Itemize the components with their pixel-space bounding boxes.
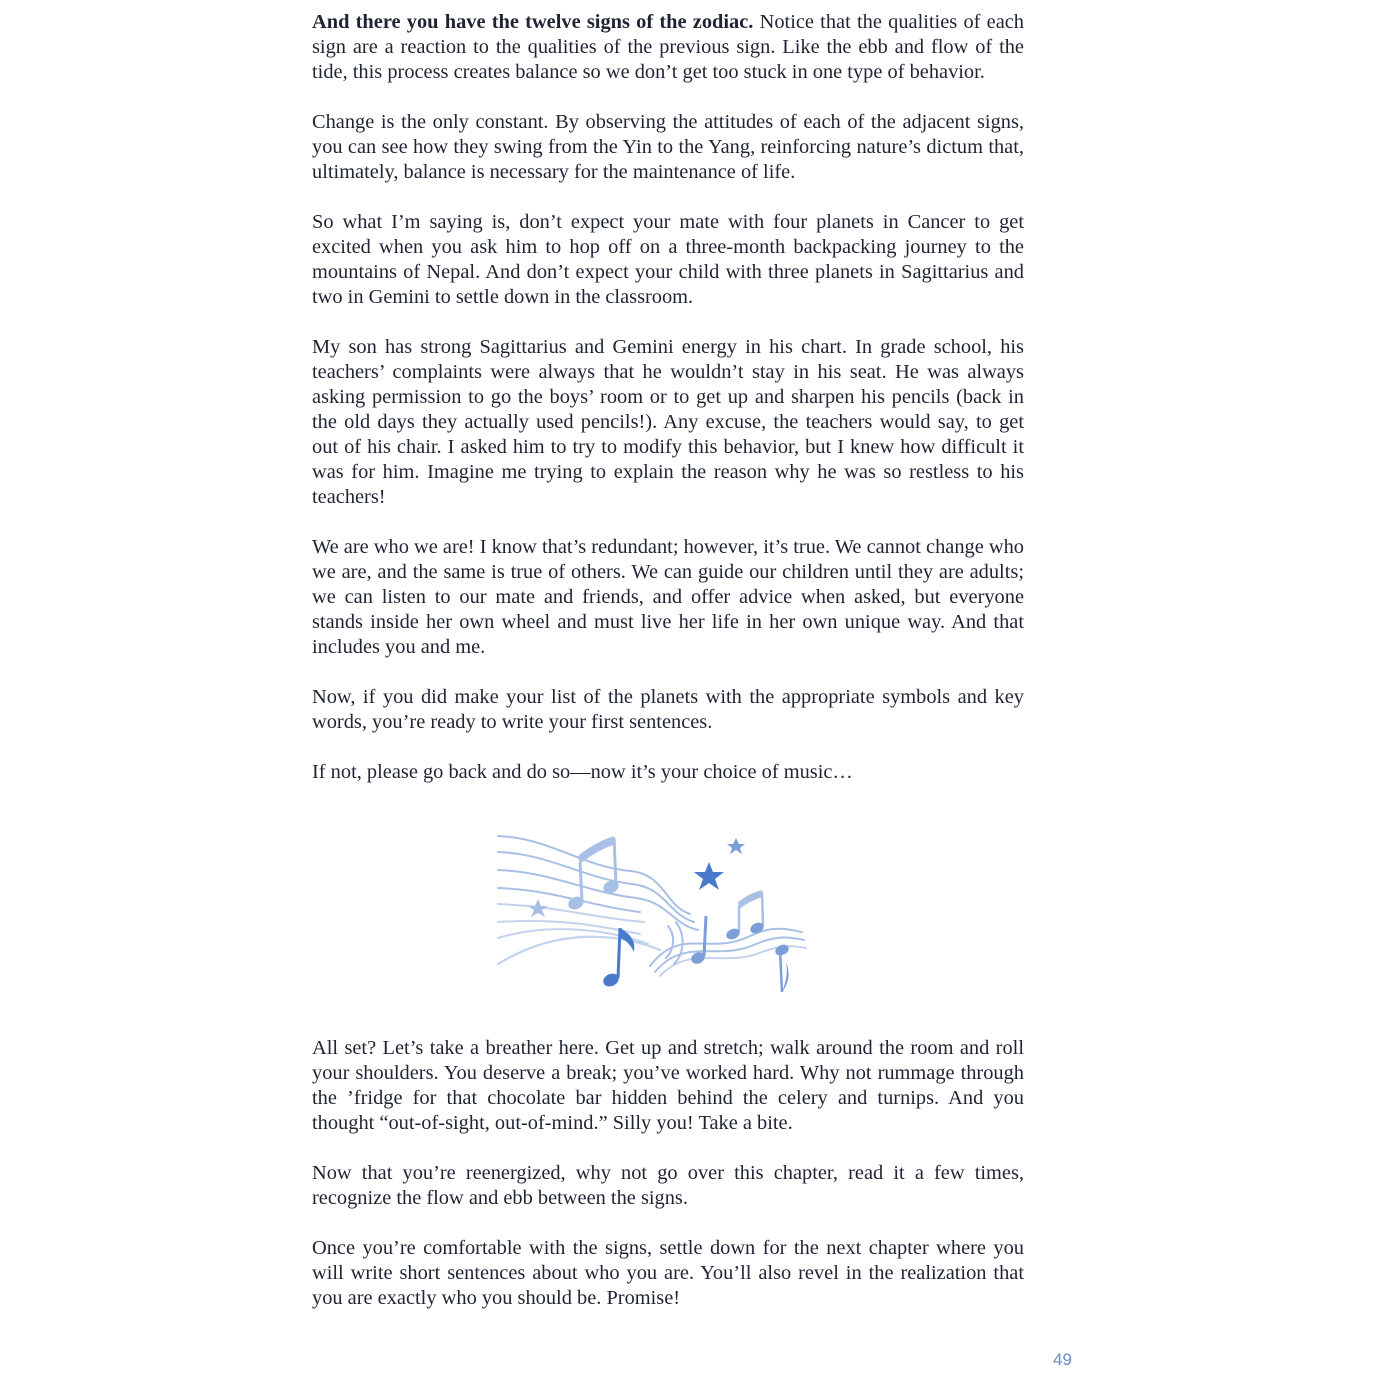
paragraph: My son has strong Sagittarius and Gemini energy in his chart. In grade school, his teachers’ complaints were always that he wouldn’t stay in his seat. He was always asking permission to go the boys’ room or to get up and sharpen his pencils (back in the old days they actually used pencils!). Any excuse, the teachers would say, to get out of his chair. I asked him to try to modify this behavior, but I knew how difficult it was for him. Imagine me trying to explain the reason why he was so restless to his teachers! xyxy=(312,336,1024,508)
beamed-notes-icon xyxy=(725,890,766,941)
paragraph-lead: And there you have the twelve signs of the zodiac. xyxy=(312,11,754,33)
small-star-icon xyxy=(727,838,745,854)
eighth-note-icon xyxy=(774,943,791,992)
small-star-icon xyxy=(528,899,548,917)
quarter-note-icon xyxy=(689,916,706,966)
beamed-notes-icon xyxy=(566,836,621,912)
paragraph: If not, please go back and do so—now it’s your choice of music… xyxy=(312,761,853,783)
paragraph xyxy=(312,10,1024,85)
paragraph: Now that you’re reenergized, why not go over this chapter, read it a few times, recognize the flow and ebb between the signs. xyxy=(312,1162,1024,1209)
paragraph: Change is the only constant. By observing the attitudes of each of the adjacent signs, you can see how they swing from the Yin to the Yang, reinforcing nature’s dictum that, ultimately, balance is necessary for the maintenance of life. xyxy=(312,111,1024,183)
paragraph: Now, if you did make your list of the planets with the appropriate symbols and key words, you’re ready to write your first sentences. xyxy=(312,686,1024,733)
bottom-text-block xyxy=(312,1036,1024,1311)
paragraph-text: Notice that the qualities of each sign are a reaction to the qualities of the previous sign. Like the ebb and flow of the tide, this process creates balance so we don’t get too stuck in one type of behavior. xyxy=(312,11,1024,83)
paragraph: So what I’m saying is, don’t expect your mate with four planets in Cancer to get excited when you ask him to hop off on a three-month backpacking journey to the mountains of Nepal. And don’t expect your child with three planets in Sagittarius and two in Gemini to settle down in the classroom. xyxy=(312,211,1024,308)
paragraph: All set? Let’s take a breather here. Get up and stretch; walk around the room and roll your shoulders. You deserve a break; you’ve worked hard. Why not rummage through the ’fridge for that chocolate bar hidden behind the celery and turnips. And you thought “out-of-sight, out-of-mind.” Silly you! Take a bite. xyxy=(312,1037,1024,1134)
page-number: 49 xyxy=(1053,1350,1072,1369)
paragraph: We are who we are! I know that’s redundant; however, it’s true. We cannot change who we are, and the same is true of others. We can guide our children until they are adults; we can listen to our mate and friends, and offer advice when asked, but everyone stands inside her own wheel and must live her life in her own unique way. And that includes you and me. xyxy=(312,536,1024,658)
top-text-block xyxy=(312,10,1024,785)
paragraph: Once you’re comfortable with the signs, settle down for the next chapter where you will write short sentences about who you are. You’ll also revel in the realization that you are exactly who you should be. Promise! xyxy=(312,1237,1024,1309)
music-notes-stars-illustration xyxy=(490,826,810,996)
large-star-icon xyxy=(694,862,724,890)
